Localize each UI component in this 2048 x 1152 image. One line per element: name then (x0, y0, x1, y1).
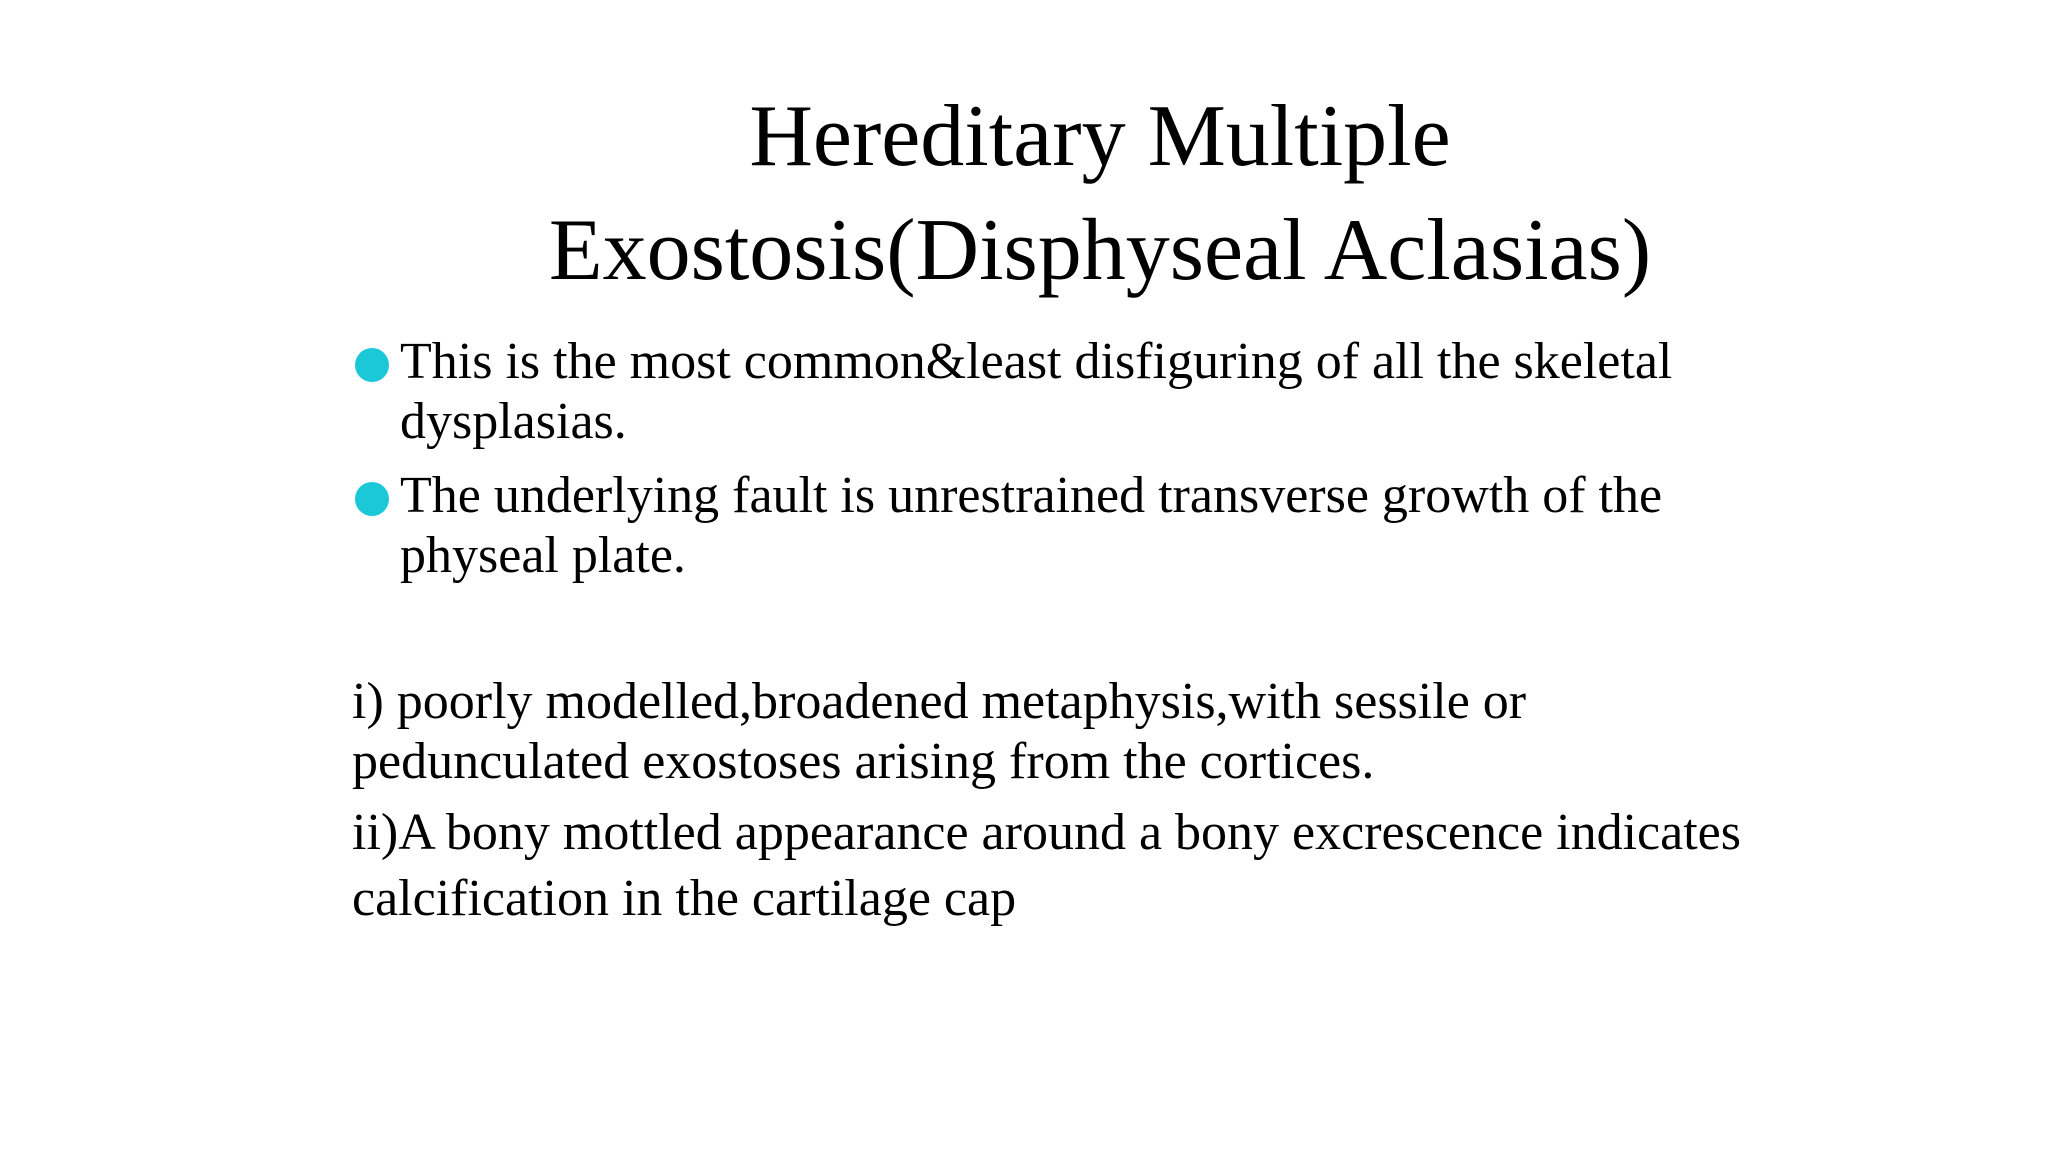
finding-item-2: ii)A bony mottled appearance around a bony excrescence indicates calcification in the cartilage cap (352, 804, 1741, 927)
title-line-2: Exostosis(Disphyseal Aclasias) (548, 202, 1652, 299)
bullet-text: The underlying fault is unrestrained transverse growth of the physeal plate. (400, 467, 1663, 584)
bullet-item (355, 332, 1775, 452)
bullet-item (355, 466, 1775, 586)
slide-title (480, 80, 1720, 308)
bullet-text: This is the most common&least disfiguring of all the skeletal dysplasias. (400, 333, 1673, 450)
bullet-list (355, 332, 1775, 600)
bullet-dot-icon (355, 348, 389, 382)
bullet-dot-icon (355, 482, 389, 516)
title-line-1: Hereditary Multiple (749, 88, 1451, 185)
finding-item-1: i) poorly modelled,broadened metaphysis,with sessile or pedunculated exostoses arising from the cortices. (352, 673, 1527, 790)
radiographic-findings (352, 672, 1792, 932)
